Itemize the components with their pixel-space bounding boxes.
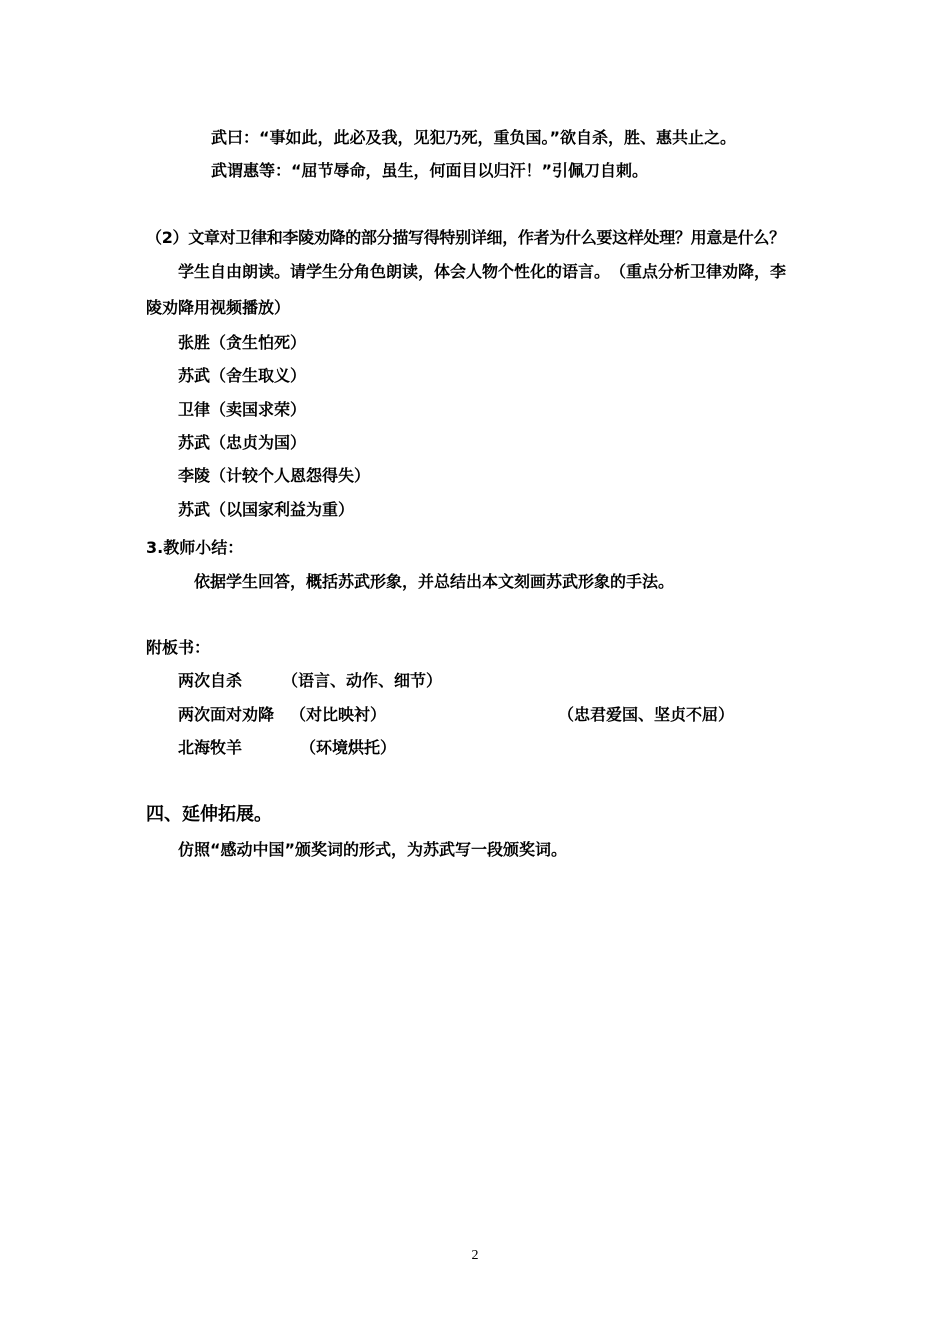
section-4-text: 仿照“感动中国”颁奖词的形式，为苏武写一段颁奖词。 xyxy=(178,840,568,859)
character-item: 苏武（以国家利益为重） xyxy=(178,500,355,519)
board-row-3-label: 北海牧羊 xyxy=(178,738,243,757)
summary-title: 3.教师小结： xyxy=(146,538,244,557)
board-row-3-note: （环境烘托） xyxy=(300,738,397,757)
board-row-2-note: （对比映衬） xyxy=(290,705,387,724)
summary-text: 依据学生回答，概括苏武形象，并总结出本文刻画苏武形象的手法。 xyxy=(194,572,675,591)
character-item: 苏武（忠贞为国） xyxy=(178,433,307,452)
question-2-instruction-line-1: 学生自由朗读。请学生分角色朗读，体会人物个性化的语言。 （重点分析卫律劝降，李 xyxy=(178,262,787,281)
character-item: 张胜（贪生怕死） xyxy=(178,333,307,352)
quote-line-1: 武曰：“事如此，此必及我，见犯乃死，重负国。”欲自杀，胜、惠共止之。 xyxy=(211,128,737,147)
board-row-2-label: 两次面对劝降 xyxy=(178,705,275,724)
board-row-1-label: 两次自杀 xyxy=(178,671,243,690)
section-4-heading: 四、延伸拓展。 xyxy=(146,804,272,825)
character-item: 李陵（计较个人恩怨得失） xyxy=(178,466,371,485)
page-number: 2 xyxy=(471,1248,479,1263)
quote-line-2: 武谓惠等：“屈节辱命，虽生，何面目以归汗！”引佩刀自刺。 xyxy=(211,161,649,180)
board-row-2-theme: （忠君爱国、坚贞不屈） xyxy=(558,705,735,724)
character-item: 卫律（卖国求荣） xyxy=(178,400,307,419)
board-title: 附板书： xyxy=(146,638,211,657)
question-2-instruction-line-2: 陵劝降用视频播放） xyxy=(146,298,291,317)
character-item: 苏武（舍生取义） xyxy=(178,366,307,385)
question-2-title: （2）文章对卫律和李陵劝降的部分描写得特别详细，作者为什么要这样处理？用意是什么？ xyxy=(146,228,785,247)
board-row-1-note: （语言、动作、细节） xyxy=(282,671,443,690)
